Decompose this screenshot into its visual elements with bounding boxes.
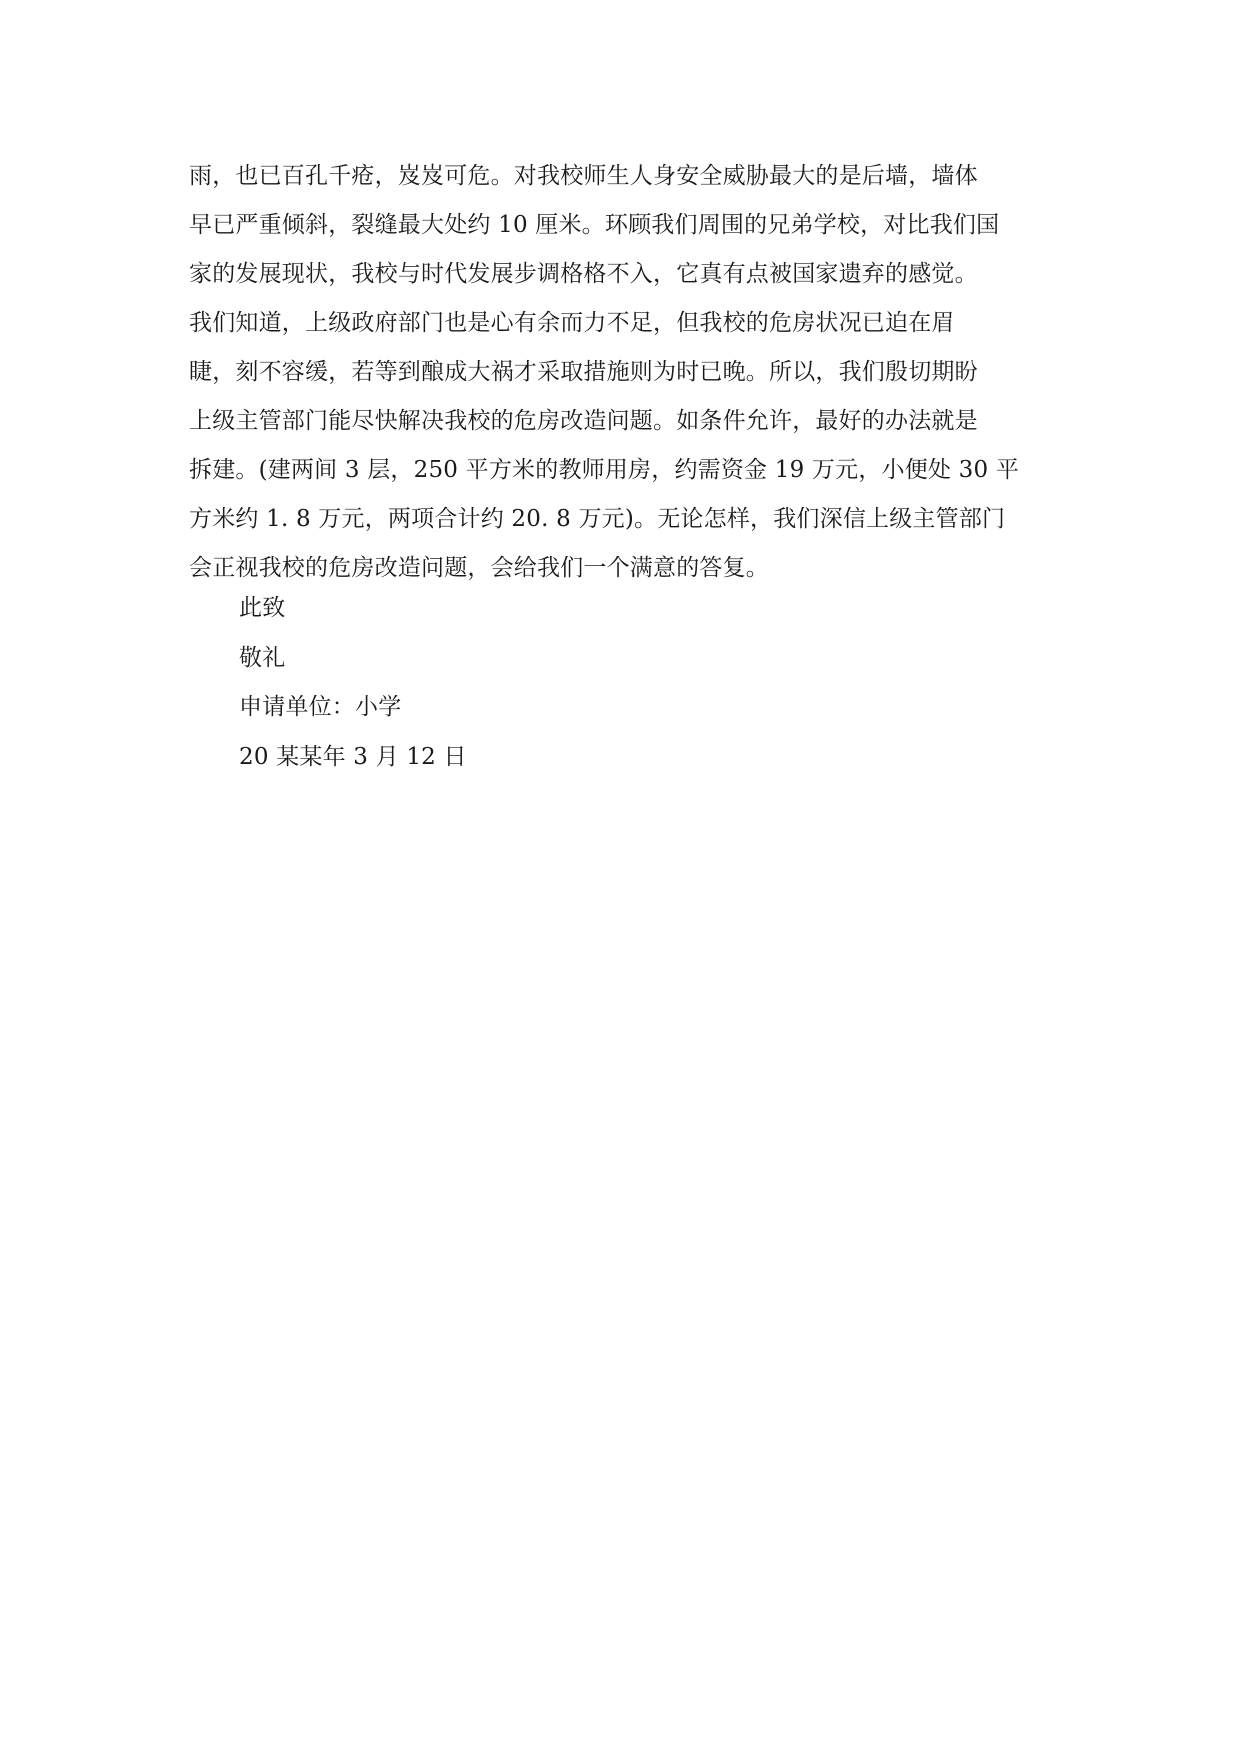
- paragraph-line: 我们知道，上级政府部门也是心有余而力不足，但我校的危房状况已迫在眉: [189, 310, 955, 336]
- regards-text: 敬礼: [239, 644, 286, 671]
- paragraph-line: 会正视我校的危房改造问题，会给我们一个满意的答复。: [189, 555, 769, 581]
- paragraph-line: 方米约 1. 8 万元，两项合计约 20. 8 万元)。无论怎样，我们深信上级主管部门: [189, 506, 1006, 532]
- letter-body: [189, 152, 1069, 593]
- paragraph-line: 雨，也已百孔千疮，岌岌可危。对我校师生人身安全威胁最大的是后墙，墙体: [189, 163, 978, 189]
- paragraph-line: 上级主管部门能尽快解决我校的危房改造问题。如条件允许，最好的办法就是: [189, 408, 978, 434]
- paragraph-line: 睫，刻不容缓，若等到酿成大祸才采取措施则为时已晚。所以，我们殷切期盼: [189, 359, 978, 385]
- paragraph-line: 早已严重倾斜，裂缝最大处约 10 厘米。环顾我们周围的兄弟学校，对比我们国: [189, 212, 1000, 238]
- letter-closing: [239, 584, 467, 782]
- date-text: 20 某某年 3 月 12 日: [239, 743, 467, 770]
- paragraph-line: 家的发展现状，我校与时代发展步调格格不入，它真有点被国家遗弃的感觉。: [189, 261, 978, 287]
- paragraph-line: 拆建。(建两间 3 层，250 平方米的教师用房，约需资金 19 万元，小便处 30 平: [189, 457, 1020, 483]
- applicant-text: 申请单位：小学: [239, 694, 402, 720]
- salutation-text: 此致: [239, 595, 286, 621]
